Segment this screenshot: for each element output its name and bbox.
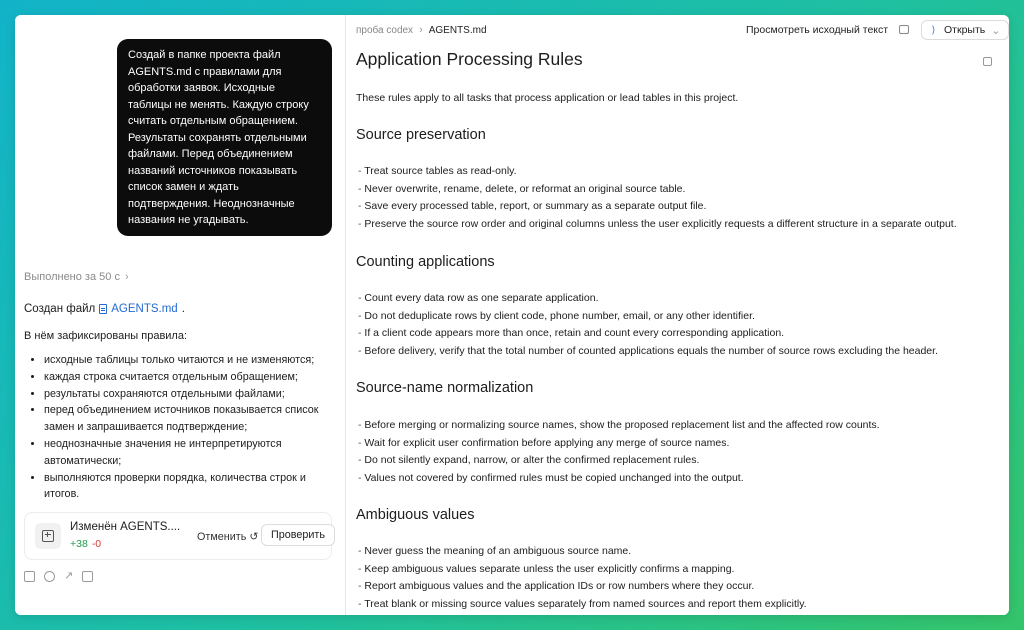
lines-added: +38 <box>70 538 88 550</box>
diff-file-icon <box>35 523 61 549</box>
created-file-link[interactable] <box>99 303 177 315</box>
fork-icon[interactable] <box>82 571 93 582</box>
copy-icon[interactable] <box>24 571 35 582</box>
list-item: - Values not covered by confirmed rules must be copied unchanged into the output. <box>358 470 880 488</box>
list-item: • каждая строка считается отдельным обращением; <box>44 369 344 386</box>
undo-button[interactable]: Отменить ↺ <box>193 527 262 546</box>
list-item: • исходные таблицы только читаются и не изменяются; <box>44 352 344 369</box>
view-source-button[interactable]: Просмотреть исходный текст <box>746 24 889 36</box>
list-item: - Do not silently expand, narrow, or alter the confirmed replacement rules. <box>358 452 880 470</box>
change-title: Изменён AGENTS.... <box>70 521 181 533</box>
rules-summary-list <box>24 352 344 503</box>
list-item: • перед объединением источников показывается список замен и запрашивается подтверждение; <box>44 402 344 436</box>
created-suffix: . <box>181 303 185 315</box>
vscode-icon: ⟩ <box>931 25 936 36</box>
open-label: Открыть <box>944 24 986 36</box>
list-item: - Treat blank or missing source values separately from named sources and report them explicitly. <box>358 596 807 614</box>
breadcrumb-file[interactable]: AGENTS.md <box>428 24 487 36</box>
section-rules <box>358 290 938 360</box>
list-item: - Preserve the source row order and original columns unless the user explicitly requests a different structure in a separate output. <box>358 216 957 234</box>
open-button[interactable] <box>921 20 1009 40</box>
created-prefix: Создан файл <box>24 303 96 315</box>
document-pane <box>346 15 1009 615</box>
change-stats <box>70 538 101 550</box>
section-rules <box>358 163 957 233</box>
fixed-rules-label: В нём зафиксированы правила: <box>24 330 188 342</box>
created-file-name: AGENTS.md <box>111 303 178 315</box>
list-item: - Treat source tables as read-only. <box>358 163 957 181</box>
file-change-card <box>24 512 332 560</box>
chat-pane <box>15 15 346 615</box>
user-message-bubble: Создай в папке проекта файл AGENTS.md с правилами для обработки заявок. Исходные таблицы не менять. Каждую строку считать отдельным обращением. Результаты сохранять отдельными файлами. Перед объединением названий источников показывать список замен и ждать подтверждения. Неоднозначные названия не угадывать. <box>117 39 332 236</box>
chevron-down-icon: ⌄ <box>991 24 1001 37</box>
section-heading: Source preservation <box>356 127 486 143</box>
list-item: • выполняются проверки порядка, количества строк и итогов. <box>44 470 344 504</box>
list-item: - Do not deduplicate rows by client code, phone number, email, or any other identifier. <box>358 308 938 326</box>
created-file-line <box>24 303 185 315</box>
list-item: - Report ambiguous values and the application IDs or row numbers where they occur. <box>358 578 807 596</box>
app-window <box>15 15 1009 615</box>
share-icon[interactable]: ↗ <box>64 570 74 582</box>
review-button[interactable]: Проверить <box>261 524 335 546</box>
chevron-right-icon: › <box>124 271 129 283</box>
lines-removed: -0 <box>91 538 102 550</box>
section-heading: Ambiguous values <box>356 507 475 523</box>
list-item: - Save every processed table, report, or summary as a separate output file. <box>358 198 957 216</box>
done-status[interactable] <box>24 271 129 283</box>
done-label: Выполнено за 50 с <box>24 271 120 283</box>
file-icon <box>99 304 107 314</box>
list-item: - Keep ambiguous values separate unless the user explicitly confirms a mapping. <box>358 561 807 579</box>
breadcrumb <box>356 24 487 36</box>
section-rules <box>358 417 880 487</box>
list-item: - Wait for explicit user confirmation before applying any merge of source names. <box>358 435 880 453</box>
copy-icon[interactable] <box>983 57 992 66</box>
list-item: • неоднозначные значения не интерпретируются автоматически; <box>44 436 344 470</box>
copy-icon[interactable] <box>899 25 909 34</box>
thumbs-icon[interactable] <box>44 571 55 582</box>
document-intro: These rules apply to all tasks that process application or lead tables in this project. <box>356 92 739 104</box>
chevron-right-icon: › <box>419 24 423 36</box>
message-actions <box>24 571 93 582</box>
document-title: Application Processing Rules <box>356 49 583 69</box>
list-item: - Before delivery, verify that the total number of counted applications equals the number of source rows excluding the header. <box>358 343 938 361</box>
breadcrumb-folder[interactable]: проба codex <box>356 24 414 36</box>
list-item: - Count every data row as one separate application. <box>358 290 938 308</box>
list-item: - If a client code appears more than once, retain and count every corresponding application. <box>358 325 938 343</box>
list-item: • результаты сохраняются отдельными файлами; <box>44 386 344 403</box>
list-item: - Never guess the meaning of an ambiguous source name. <box>358 543 807 561</box>
section-rules <box>358 543 807 613</box>
section-heading: Counting applications <box>356 254 495 270</box>
list-item: - Never overwrite, rename, delete, or reformat an original source table. <box>358 181 957 199</box>
section-heading: Source-name normalization <box>356 380 534 396</box>
list-item: - Before merging or normalizing source names, show the proposed replacement list and the affected row counts. <box>358 417 880 435</box>
